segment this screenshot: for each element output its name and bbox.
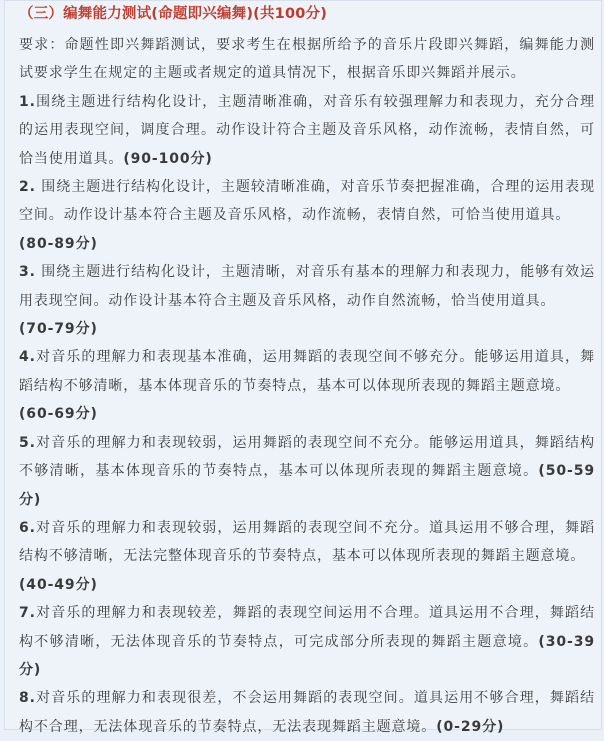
section-title: （三）编舞能力测试(命题即兴编舞)(共100分): [19, 6, 328, 22]
item-score: (90-100分): [123, 150, 213, 167]
item-score: (70-79分): [19, 321, 98, 338]
item-text: 对音乐的理解力和表现较弱，运用舞蹈的表现空间不充分。道具运用不够合理，舞蹈结构不够清晰，无法完整体现音乐的节奏特点，基本可以体现所表现的舞蹈主题意境。: [19, 519, 595, 565]
item-text: 围绕主题进行结构化设计，主题较清晰准确，对音乐节奏把握准确，合理的运用表现空间。动作设计基本符合主题及音乐风格，动作流畅，表情自然，可恰当使用道具。: [19, 179, 595, 224]
criteria-item-5: [19, 429, 595, 514]
criteria-item-6: [19, 514, 595, 599]
item-text: 围绕主题进行结构化设计，主题清晰，对音乐有基本的理解力和表现力，能够有效运用表现空间。动作设计基本符合主题及音乐风格，动作自然流畅，恰当使用道具。: [19, 264, 595, 309]
document-frame: [4, 0, 602, 735]
item-text: 对音乐的理解力和表现较弱，运用舞蹈的表现空间不充分。能够运用道具，舞蹈结构不够清晰，基本体现音乐的节奏特点，基本可以体现所表现的舞蹈主题意境。: [19, 434, 595, 480]
criteria-item-7: [19, 599, 595, 684]
item-score: (0-29分): [436, 718, 505, 735]
item-number: 1.: [19, 93, 36, 110]
item-number: 4.: [19, 349, 36, 366]
item-number: 3.: [19, 264, 36, 281]
item-number: 8.: [19, 690, 36, 707]
item-number: 6.: [19, 519, 36, 536]
criteria-item-4: [19, 343, 595, 428]
criteria-item-8: [19, 684, 595, 741]
item-score: (60-69分): [19, 406, 98, 423]
item-score: (50-59分): [19, 463, 595, 508]
item-number: 7.: [19, 605, 36, 622]
item-score: (30-39分): [19, 633, 595, 678]
item-text: 对音乐的理解力和表现较差，舞蹈的表现空间运用不合理。道具运用不合理，舞蹈结构不够清晰，无法体现音乐的节奏特点，可完成部分所表现的舞蹈主题意境。: [19, 605, 595, 650]
criteria-item-3: [19, 258, 595, 343]
item-score: (40-49分): [19, 576, 98, 593]
item-number: 2.: [19, 179, 36, 196]
document-content: [19, 3, 595, 741]
item-number: 5.: [19, 434, 36, 451]
requirement-text: 要求：命题性即兴舞蹈测试，要求考生在根据所给予的音乐片段即兴舞蹈，编舞能力测试要求学生在规定的主题或者规定的道具情况下，根据音乐即兴舞蹈并展示。: [19, 37, 595, 82]
item-score: (80-89分): [19, 235, 98, 252]
criteria-item-1: [19, 88, 595, 173]
criteria-item-2: [19, 173, 595, 258]
item-text: 对音乐的理解力和表现基本准确，运用舞蹈的表现空间不够充分。能够运用道具，舞蹈结构不够清晰，基本体现音乐的节奏特点，基本可以体现所表现的舞蹈主题意境。: [19, 349, 595, 394]
item-text: 围绕主题进行结构化设计，主题清晰准确，对音乐有较强理解力和表现力，充分合理的运用表现空间，调度合理。动作设计符合主题及音乐风格，动作流畅，表情自然，可恰当使用道具。: [19, 93, 595, 167]
item-text: 对音乐的理解力和表现很差，不会运用舞蹈的表现空间。道具运用不够合理，舞蹈结构不合理，无法体现音乐的节奏特点，无法表现舞蹈主题意境。: [19, 690, 595, 735]
